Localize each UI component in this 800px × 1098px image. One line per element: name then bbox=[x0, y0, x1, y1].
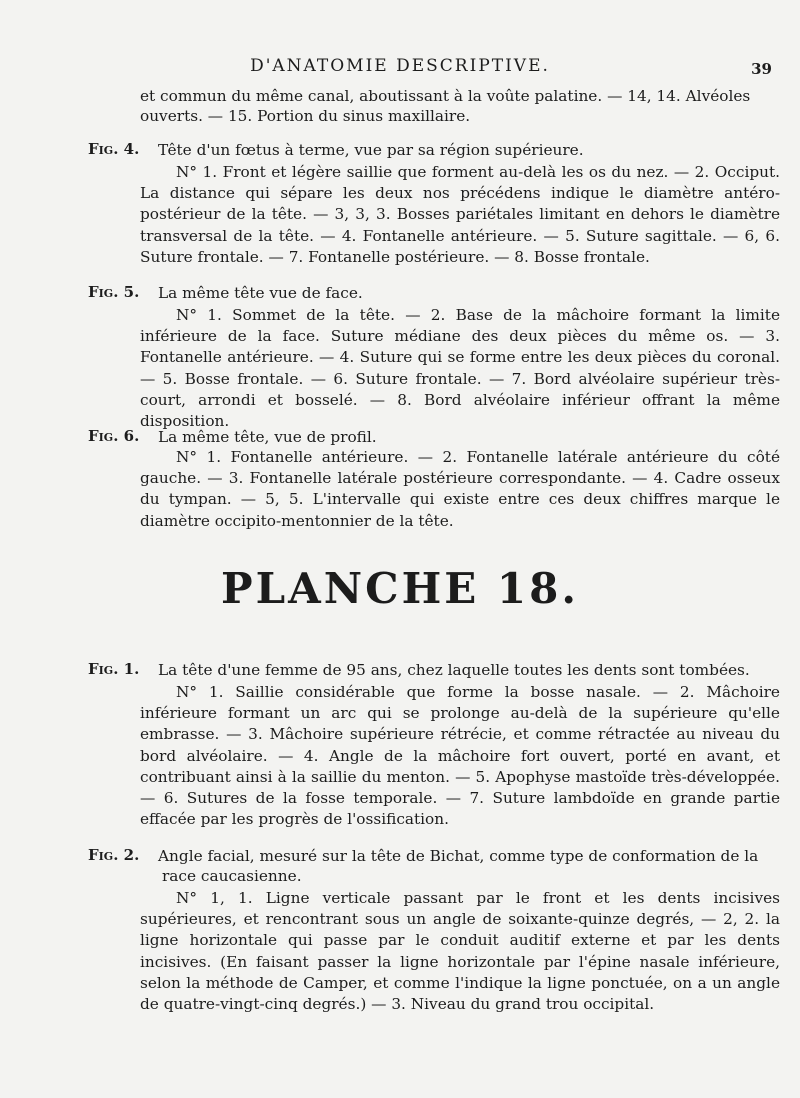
fig-4-body: N° 1. Front et légère saillie que forment au-delà les os du nez. — 2. Occiput. La distance qui sépare les deux nos précédens indique le diamètre antéro-postérieur de la tête. — 3, 3, 3. Bosses pariétales limitant en dehors le diamètre transversal de la tête. — 4. Fontanelle antérieure. — 5. Suture sagittale. — 6, 6. Suture frontale. — 7. Fontanelle postérieure. — 8. Bosse frontale. bbox=[140, 163, 780, 266]
fig-5-title: La même tête vue de face. bbox=[158, 284, 363, 302]
plate-fig-2-label: Fig. 2. bbox=[88, 846, 140, 864]
running-title: D'ANATOMIE DESCRIPTIVE. bbox=[250, 56, 550, 76]
plate-fig-1-body: N° 1. Saillie considérable que forme la bosse nasale. — 2. Mâchoire inférieure formant un arc qui se prolonge au-delà de la supérieure qu'elle embrasse. — 3. Mâchoire supérieure rétrécie, et comme rétractée au niveau du bord alvéolaire. — 4. Angle de la mâchoire fort ouvert, porté en avant, et contribuant ainsi à la saillie du menton. — 5. Apophyse mastoïde très-développée. — 6. Sutures de la fosse temporale. — 7. Suture lambdoïde en grande partie effacée par les progrès de l'ossification. bbox=[140, 683, 780, 829]
fig-4-title: Tête d'un fœtus à terme, vue par sa région supérieure. bbox=[158, 141, 584, 159]
plate-heading: PLANCHE 18. bbox=[221, 564, 579, 613]
fig-6-label: Fig. 6. bbox=[88, 427, 140, 445]
plate-fig-2-title: Angle facial, mesuré sur la tête de Bichat, comme type de conformation de la bbox=[158, 847, 759, 865]
fig-5-body: N° 1. Sommet de la tête. — 2. Base de la mâchoire formant la limite inférieure de la face. Suture médiane des deux pièces du même os. — 3. Fontanelle antérieure. — 4. Suture qui se forme entre les deux pièces du coronal. — 5. Bosse frontale. — 6. Suture frontale. — 7. Bord alvéolaire supérieur très-court, arrondi et bosselé. — 8. Bord alvéolaire inférieur offrant la même disposition. bbox=[140, 306, 780, 431]
fig-6-title: La même tête, vue de profil. bbox=[158, 428, 377, 446]
fig-6-body: N° 1. Fontanelle antérieure. — 2. Fontanelle latérale antérieure du côté gauche. — 3. Fontanelle latérale postérieure correspondante. — 4. Cadre osseux du tympan. — 5, 5. L'intervalle qui existe entre ces deux chiffres marque le diamètre occipito-mentonnier de la tête. bbox=[140, 448, 780, 530]
plate-fig-1-label: Fig. 1. bbox=[88, 660, 140, 678]
fig-4-label: Fig. 4. bbox=[88, 140, 140, 158]
plate-fig-1-title: La tête d'une femme de 95 ans, chez laquelle toutes les dents sont tombées. bbox=[158, 661, 750, 679]
continuation-line-1: et commun du même canal, aboutissant à la voûte palatine. — 14, 14. Alvéoles bbox=[140, 87, 751, 105]
fig-5-label: Fig. 5. bbox=[88, 283, 140, 301]
plate-fig-2-title-cont: race caucasienne. bbox=[162, 867, 302, 885]
page-header bbox=[0, 50, 800, 80]
page-number: 39 bbox=[751, 60, 772, 78]
plate-fig-2-body: N° 1, 1. Ligne verticale passant par le front et les dents incisives supérieures, et rencontrant sous un angle de soixante-quinze degrés, — 2, 2. la ligne horizontale qui passe par le conduit auditif externe et par les dents incisives. (En faisant passer la ligne horizontale par l'épine nasale inférieure, selon la méthode de Camper, et comme l'indique la ligne ponctuée, on a un angle de quatre-vingt-cinq degrés.) — 3. Niveau du grand trou occipital. bbox=[140, 889, 780, 1014]
continuation-line-2: ouverts. — 15. Portion du sinus maxillaire. bbox=[140, 107, 471, 125]
